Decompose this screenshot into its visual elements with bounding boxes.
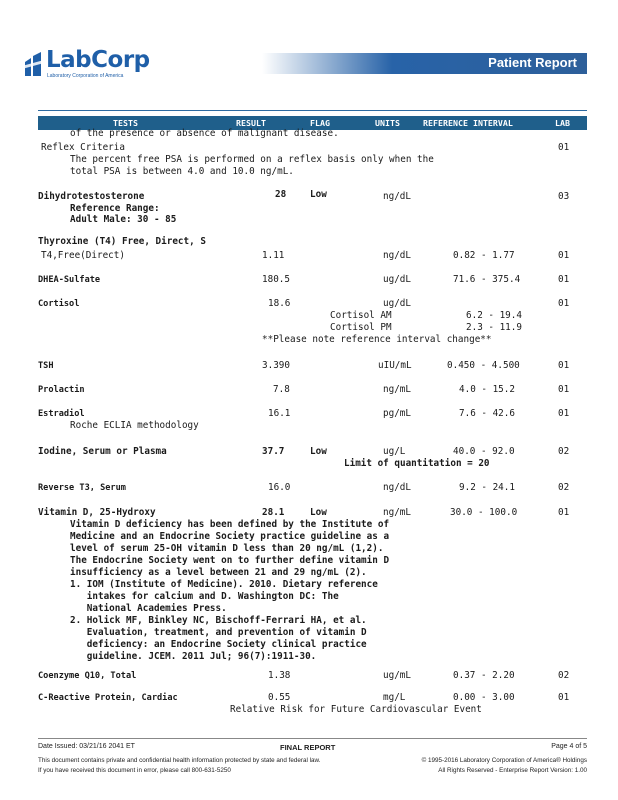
vitamin-d-note-line: The Endocrine Society went on to further define vitamin D (70, 555, 390, 566)
test-result: 37.7 (262, 446, 285, 457)
test-result: 0.55 (268, 692, 291, 703)
logo-wordmark: LabCorp (46, 47, 150, 73)
test-flag: Low (310, 189, 327, 200)
cortisol-am-range: 6.2 - 19.4 (466, 310, 522, 321)
test-reference: 0.82 - 1.77 (453, 250, 515, 261)
test-lab: 01 (558, 274, 570, 285)
col-lab: LAB (555, 117, 570, 128)
test-reference: 4.0 - 15.2 (459, 384, 515, 395)
test-name: Cortisol (38, 299, 80, 309)
test-result: 16.0 (268, 482, 291, 493)
test-lab: 01 (558, 250, 570, 261)
test-lab: 01 (558, 408, 570, 419)
vitamin-d-note-line: 1. IOM (Institute of Medicine). 2010. Dietary reference (70, 579, 378, 590)
vitamin-d-note-line: guideline. JCEM. 2011 Jul; 96(7):1911-30. (70, 651, 317, 662)
col-units: UNITS (375, 117, 400, 128)
test-units: ng/dL (383, 191, 411, 202)
cortisol-change-note: **Please note reference interval change** (262, 334, 492, 345)
test-reference: 0.450 - 4.500 (447, 360, 520, 371)
error-notice: If you have received this document in error, please call 800-631-5250 (38, 767, 231, 774)
labcorp-logo (22, 47, 150, 84)
test-result: 1.11 (262, 250, 285, 261)
test-lab: 01 (558, 298, 570, 309)
final-report-label: FINAL REPORT (280, 743, 336, 752)
test-result: 1.38 (268, 670, 291, 681)
test-result: 28.1 (262, 507, 285, 518)
vitamin-d-note-line: Vitamin D deficiency has been defined by the Institute of (70, 519, 390, 530)
vitamin-d-note-line: insufficiency as a level between 21 and 29 ng/mL (2). (70, 567, 367, 578)
col-flag: FLAG (310, 117, 330, 128)
test-reference: 7.6 - 42.6 (459, 408, 515, 419)
vitamin-d-note-line: Evaluation, treatment, and prevention of vitamin D (70, 627, 367, 638)
test-units: pg/mL (383, 408, 411, 419)
test-name: Reverse T3, Serum (38, 483, 126, 493)
reflex-criteria-label: Reflex Criteria (41, 142, 125, 153)
rights-notice: All Rights Reserved - Enterprise Report Version: 1.00 (438, 767, 587, 774)
test-units: ug/L (383, 446, 406, 457)
test-units: ug/mL (383, 670, 411, 681)
test-lab: 01 (558, 507, 570, 518)
test-lab: 02 (558, 670, 570, 681)
date-issued: Date Issued: 03/21/16 2041 ET (38, 743, 135, 750)
test-units: ug/dL (383, 298, 411, 309)
footer-divider (38, 738, 587, 739)
test-reference: 71.6 - 375.4 (453, 274, 521, 285)
test-name: T4,Free(Direct) (41, 250, 125, 261)
test-result: 180.5 (262, 274, 290, 285)
test-units: ng/dL (383, 250, 411, 261)
vitamin-d-note-line: deficiency: an Endocrine Society clinical practice (70, 639, 367, 650)
test-units: ng/mL (383, 384, 411, 395)
test-reference: 0.00 - 3.00 (453, 692, 515, 703)
test-name: C-Reactive Protein, Cardiac (38, 693, 178, 703)
crp-note: Relative Risk for Future Cardiovascular Event (230, 704, 482, 715)
test-lab: 01 (558, 384, 570, 395)
vitamin-d-note-line: 2. Holick MF, Binkley NC, Bischoff-Ferrari HA, et al. (70, 615, 367, 626)
test-units: ug/dL (383, 274, 411, 285)
cortisol-pm-label: Cortisol PM (330, 322, 392, 333)
vitamin-d-note-line: level of serum 25-OH vitamin D less than 20 ng/mL (1,2). (70, 543, 384, 554)
test-units: ng/dL (383, 482, 411, 493)
test-units: uIU/mL (378, 360, 412, 371)
test-name: Coenzyme Q10, Total (38, 671, 137, 681)
test-flag: Low (310, 446, 327, 457)
test-result: 16.1 (268, 408, 291, 419)
test-reference: 9.2 - 24.1 (459, 482, 515, 493)
test-result: 18.6 (268, 298, 291, 309)
col-reference-interval: REFERENCE INTERVAL (423, 117, 513, 128)
test-result: 3.390 (262, 360, 290, 371)
test-units: mg/L (383, 692, 406, 703)
dht-reference-note: Adult Male: 30 - 85 (70, 214, 177, 225)
report-title: Patient Report (488, 55, 577, 70)
reflex-criteria-lab: 01 (558, 142, 570, 153)
test-lab: 03 (558, 191, 570, 202)
psa-note-line: of the presence or absence of malignant disease. (70, 128, 339, 139)
vitamin-d-note-line: intakes for calcium and D. Washington DC: The (70, 591, 339, 602)
report-title-banner (262, 53, 587, 74)
copyright-notice: © 1995-2016 Laboratory Corporation of America® Holdings (421, 757, 587, 764)
dht-reference-note: Reference Range: (70, 203, 160, 214)
cortisol-am-label: Cortisol AM (330, 310, 392, 321)
test-name: Vitamin D, 25-Hydroxy (38, 507, 156, 518)
vitamin-d-note-line: Medicine and an Endocrine Society practice guideline as a (70, 531, 390, 542)
test-name: DHEA-Sulfate (38, 275, 101, 285)
test-lab: 02 (558, 446, 570, 457)
estradiol-note: Roche ECLIA methodology (70, 420, 199, 431)
test-reference: 0.37 - 2.20 (453, 670, 515, 681)
test-reference: 40.0 - 92.0 (453, 446, 515, 457)
test-reference: 30.0 - 100.0 (450, 507, 518, 518)
labcorp-logo-icon (22, 52, 44, 78)
page-number: Page 4 of 5 (551, 743, 587, 750)
test-result: 7.8 (273, 384, 290, 395)
header-divider (38, 110, 587, 111)
iodine-note: Limit of quantitation = 20 (344, 458, 490, 469)
test-units: ng/mL (383, 507, 411, 518)
test-lab: 01 (558, 692, 570, 703)
test-flag: Low (310, 507, 327, 518)
test-result: 28 (275, 189, 287, 200)
cortisol-pm-range: 2.3 - 11.9 (466, 322, 522, 333)
test-lab: 01 (558, 360, 570, 371)
col-result: RESULT (236, 117, 266, 128)
vitamin-d-note-line: National Academies Press. (70, 603, 227, 614)
col-tests: TESTS (113, 117, 138, 128)
logo-subtitle: Laboratory Corporation of America (47, 73, 124, 79)
test-name: Prolactin (38, 385, 85, 395)
test-group-name: Thyroxine (T4) Free, Direct, S (38, 236, 206, 247)
test-name: TSH (38, 361, 54, 371)
psa-note-line: total PSA is between 4.0 and 10.0 ng/mL. (70, 166, 294, 177)
test-name: Dihydrotestosterone (38, 191, 145, 202)
psa-note-line: The percent free PSA is performed on a reflex basis only when the (70, 154, 434, 165)
test-name: Estradiol (38, 409, 85, 419)
test-lab: 02 (558, 482, 570, 493)
test-name: Iodine, Serum or Plasma (38, 446, 167, 457)
confidential-notice: This document contains private and confidential health information protected by state and federal law. (38, 757, 321, 764)
